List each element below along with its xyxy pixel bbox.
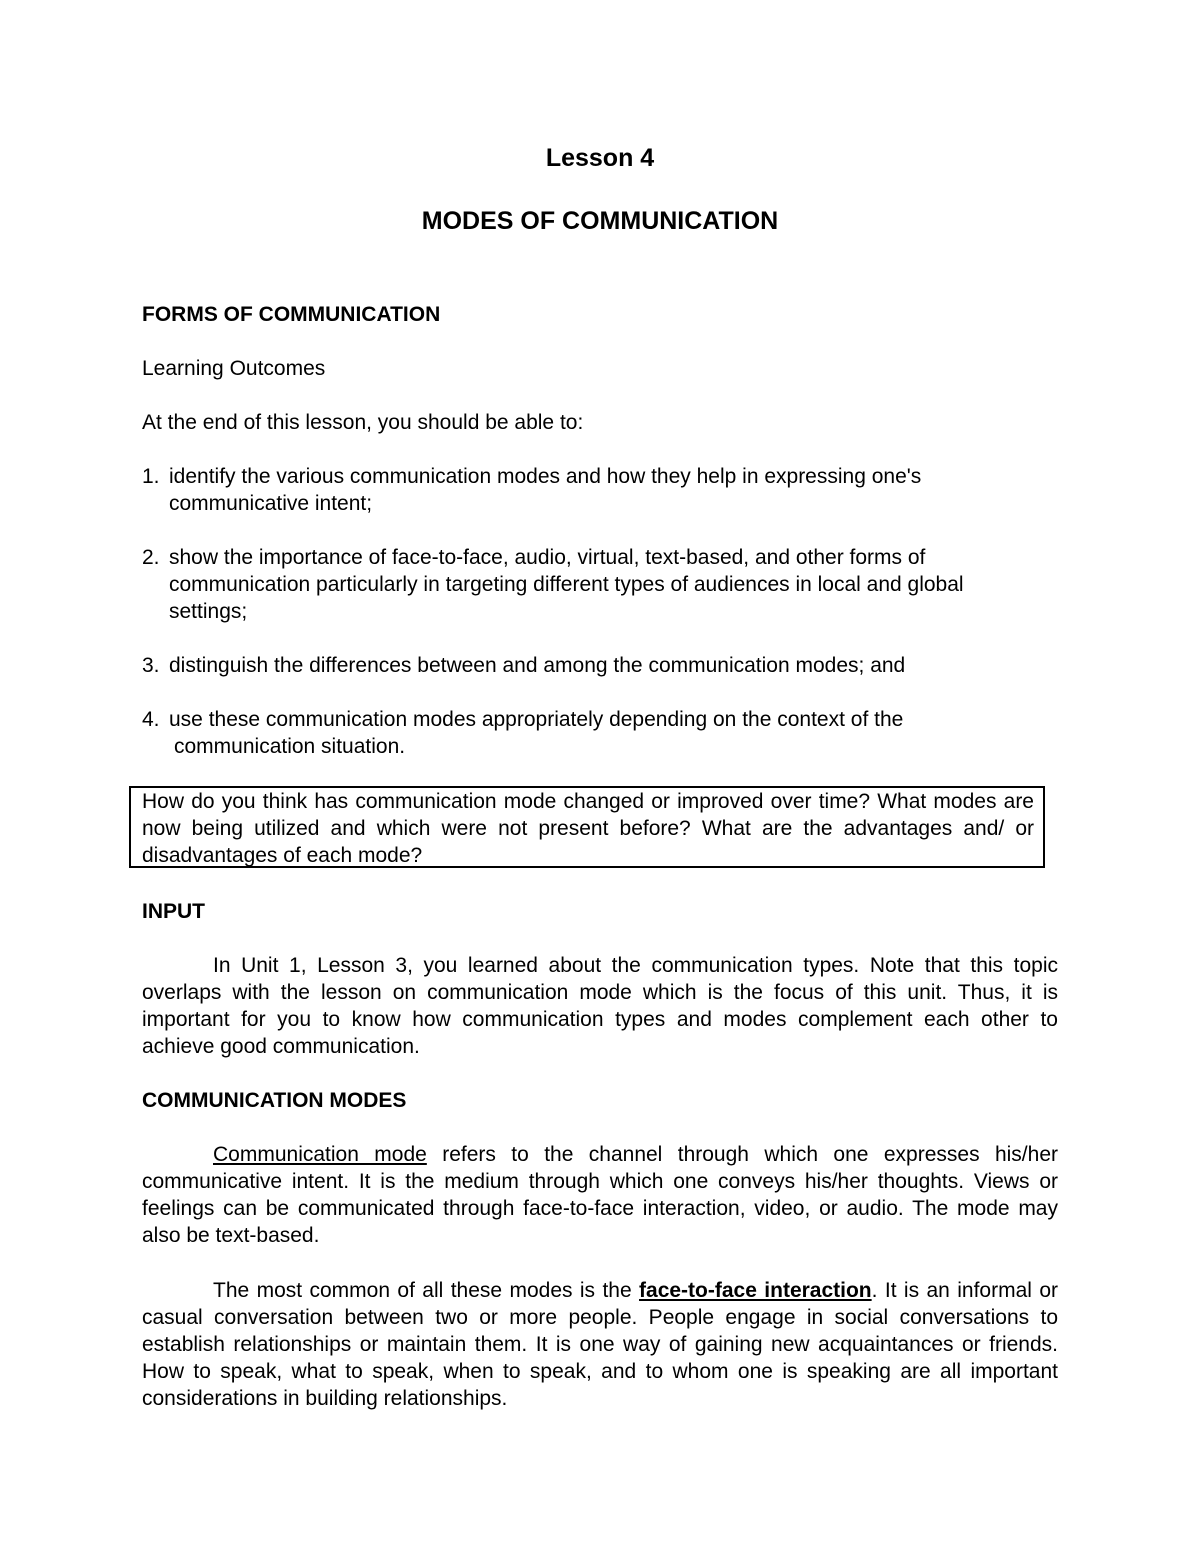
- section-heading-input: INPUT: [142, 900, 205, 923]
- page-title: MODES OF COMMUNICATION: [421, 207, 779, 235]
- outcome-number: 1.: [142, 465, 160, 488]
- outcome-item-2: [142, 544, 925, 571]
- term-communication-mode: Communication mode: [213, 1143, 427, 1166]
- modes-paragraph-1-text: refers to the channel through which one expresses his/her communicative intent. It is the medium through which one conveys his/her thoughts. Views or feelings can be communicated through face-to-face interaction, video, or audio. The mode may also be text-based.: [142, 1143, 1058, 1247]
- section-heading-forms: FORMS OF COMMUNICATION: [142, 303, 441, 326]
- modes-paragraph-1: [142, 1141, 1058, 1249]
- term-face-to-face: face-to-face interaction: [639, 1279, 872, 1302]
- input-paragraph: In Unit 1, Lesson 3, you learned about the communication types. Note that this topic overlaps with the lesson on communication mode which is the focus of this unit. Thus, it is important for you to know how communication types and modes complement each other to achieve good communication.: [142, 954, 1058, 1058]
- outcome-text: show the importance of face-to-face, audio, virtual, text-based, and other forms of: [169, 546, 926, 569]
- outcome-text: distinguish the differences between and among the communication modes; and: [169, 654, 906, 677]
- outcome-item-1: [142, 463, 921, 490]
- section-heading-modes: COMMUNICATION MODES: [142, 1089, 407, 1112]
- outcome-item-4-cont: communication situation.: [174, 735, 406, 758]
- outcome-item-2-cont2: settings;: [169, 600, 248, 623]
- modes-paragraph-2-text: . It is an informal or casual conversation between two or more people. People engage in social conversations to establish relationships or maintain them. It is one way of gaining new acquaintances or friends. How to speak, what to speak, when to speak, and to whom one is speaking are all important considerations in building relationships.: [142, 1279, 1058, 1410]
- question-box-text: How do you think has communication mode changed or improved over time? What modes are now being utilized and which were not present before? What are the advantages and/ or disadvantages of each mode?: [142, 790, 1034, 867]
- outcome-item-4: [142, 706, 903, 733]
- outcome-number: 3.: [142, 654, 160, 677]
- modes-paragraph-2-start: The most common of all these modes is the: [213, 1279, 640, 1302]
- outcome-item-2-cont: communication particularly in targeting different types of audiences in local and global: [169, 573, 964, 596]
- outcome-text: identify the various communication modes and how they help in expressing one's: [169, 465, 922, 488]
- modes-paragraph-2: [142, 1277, 1058, 1412]
- outcome-number: 4.: [142, 708, 160, 731]
- outcome-item-3: [142, 652, 905, 679]
- intro-line: At the end of this lesson, you should be able to:: [142, 411, 584, 434]
- outcome-number: 2.: [142, 546, 160, 569]
- learning-outcomes-label: Learning Outcomes: [142, 357, 326, 380]
- outcome-item-1-cont: communicative intent;: [169, 492, 373, 515]
- lesson-label: Lesson 4: [545, 144, 655, 172]
- outcome-text: use these communication modes appropriately depending on the context of the: [169, 708, 904, 731]
